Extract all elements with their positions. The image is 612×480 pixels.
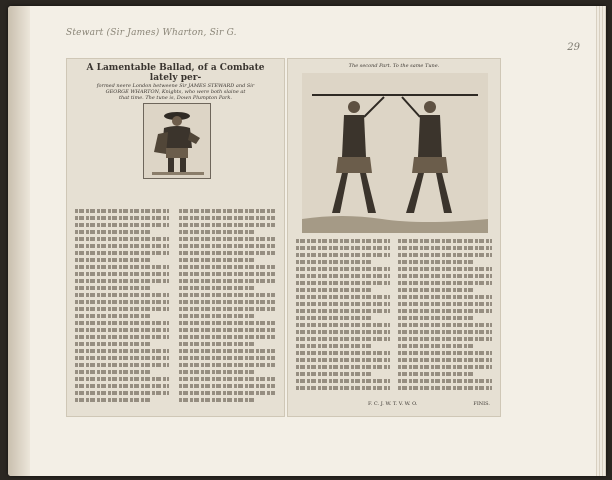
ballad-title: A Lamentable Ballad, of a Combate lately per- (86, 63, 265, 83)
illegible-text-line (296, 379, 390, 383)
illegible-text-line (296, 260, 371, 264)
illegible-text-line (75, 209, 169, 213)
illegible-text-line (398, 337, 492, 341)
illegible-text-line (179, 335, 275, 339)
folio-number: 29 (567, 42, 580, 53)
illegible-text-line (75, 356, 169, 360)
ballad-text-column-1 (75, 209, 169, 409)
illegible-text-line (179, 293, 275, 297)
illegible-text-line (75, 335, 169, 339)
illegible-text-line (296, 358, 390, 362)
illegible-text-line (398, 386, 492, 390)
illegible-text-line (179, 300, 275, 304)
ballad-text-column-4 (398, 239, 492, 397)
illegible-text-line (179, 279, 275, 283)
illegible-text-line (179, 286, 256, 290)
illegible-text-line (398, 330, 492, 334)
ballad-title-block (73, 63, 278, 101)
illegible-text-line (75, 216, 169, 220)
illegible-text-line (296, 239, 390, 243)
illegible-text-line (75, 398, 150, 402)
illegible-text-line (75, 279, 169, 283)
illegible-text-line (296, 253, 390, 257)
illegible-text-line (179, 230, 256, 234)
illegible-text-line (398, 267, 492, 271)
illegible-text-line (179, 272, 275, 276)
illegible-text-line (75, 237, 169, 241)
illegible-text-line (296, 386, 390, 390)
illegible-text-line (398, 288, 473, 292)
illegible-text-line (398, 372, 473, 376)
illegible-text-line (398, 365, 492, 369)
illegible-text-line (179, 258, 256, 262)
illegible-text-line (296, 288, 371, 292)
illegible-text-line (296, 351, 390, 355)
illegible-text-line (398, 351, 492, 355)
illegible-text-line (179, 265, 275, 269)
illegible-text-line (75, 272, 169, 276)
illegible-text-line (179, 398, 256, 402)
illegible-text-line (75, 307, 169, 311)
illegible-text-line (75, 286, 150, 290)
illegible-text-line (179, 251, 275, 255)
illegible-text-line (75, 230, 150, 234)
illegible-text-line (179, 314, 256, 318)
illegible-text-line (179, 328, 275, 332)
illegible-text-line (296, 267, 390, 271)
illegible-text-line (296, 246, 390, 250)
illegible-text-line (75, 377, 169, 381)
woodcut-gentleman-icon (143, 103, 211, 179)
illegible-text-line (179, 307, 275, 311)
illegible-text-line (179, 356, 275, 360)
illegible-text-line (296, 274, 390, 278)
illegible-text-line (75, 300, 169, 304)
illegible-text-line (398, 323, 492, 327)
illegible-text-line (296, 372, 371, 376)
illegible-text-line (398, 274, 492, 278)
illegible-text-line (398, 239, 492, 243)
illegible-text-line (398, 316, 473, 320)
illegible-text-line (179, 223, 275, 227)
illegible-text-line (179, 363, 275, 367)
illegible-text-line (179, 370, 256, 374)
illegible-text-line (75, 265, 169, 269)
illegible-text-line (179, 377, 275, 381)
illegible-text-line (179, 384, 275, 388)
illegible-text-line (75, 328, 169, 332)
ballad-subtitle-3: that time. The tune is, Down Plumpton Park. (119, 95, 232, 101)
illegible-text-line (398, 302, 492, 306)
illegible-text-line (398, 379, 492, 383)
woodcut-duel-icon (302, 73, 488, 233)
ballad-subtitle-1: formed neere London betweene Sir JAMES STEWARD and Sir (96, 83, 255, 89)
ballad-text-column-2 (179, 209, 275, 409)
illegible-text-line (75, 321, 169, 325)
illegible-text-line (398, 260, 473, 264)
illegible-text-line (296, 295, 390, 299)
illegible-text-line (398, 309, 492, 313)
illegible-text-line (179, 391, 275, 395)
illegible-text-line (75, 391, 169, 395)
illegible-text-line (398, 344, 473, 348)
illegible-text-line (75, 370, 150, 374)
illegible-text-line (179, 349, 275, 353)
illegible-text-line (179, 342, 256, 346)
illegible-text-line (75, 223, 169, 227)
illegible-text-line (296, 344, 371, 348)
illegible-text-line (398, 246, 492, 250)
ballad-text-column-3 (296, 239, 390, 397)
second-part-header: The second Part. To the same Tune. (348, 63, 440, 69)
illegible-text-line (296, 365, 390, 369)
illegible-text-line (296, 302, 390, 306)
illegible-text-line (296, 330, 390, 334)
illegible-text-line (296, 309, 390, 313)
illegible-text-line (296, 281, 390, 285)
illegible-text-line (296, 323, 390, 327)
illegible-text-line (75, 258, 150, 262)
illegible-text-line (75, 251, 169, 255)
ballad-sheet-left (66, 58, 285, 417)
illegible-text-line (75, 384, 169, 388)
illegible-text-line (75, 293, 169, 297)
pencil-annotation: Stewart (Sir James) Wharton, Sir G. (66, 28, 237, 38)
illegible-text-line (398, 281, 492, 285)
illegible-text-line (179, 321, 275, 325)
illegible-text-line (179, 244, 275, 248)
illegible-text-line (75, 342, 150, 346)
album-spine (8, 6, 30, 476)
illegible-text-line (398, 358, 492, 362)
ballad-subtitle-2: GEORGE WHARTON, Knights, who were both slaine at (105, 89, 246, 95)
illegible-text-line (179, 209, 275, 213)
illegible-text-line (179, 237, 275, 241)
illegible-text-line (75, 363, 169, 367)
ballad-sheet-right (287, 58, 501, 417)
illegible-text-line (398, 253, 492, 257)
illegible-text-line (398, 295, 492, 299)
illegible-text-line (75, 349, 169, 353)
finis-mark: FINIS. (473, 401, 490, 407)
footer-initials: F. C. J. W. T. V. W. O. (368, 401, 418, 407)
illegible-text-line (179, 216, 275, 220)
illegible-text-line (296, 316, 371, 320)
page-edge (596, 6, 606, 476)
illegible-text-line (296, 337, 390, 341)
illegible-text-line (75, 314, 150, 318)
illegible-text-line (75, 244, 169, 248)
